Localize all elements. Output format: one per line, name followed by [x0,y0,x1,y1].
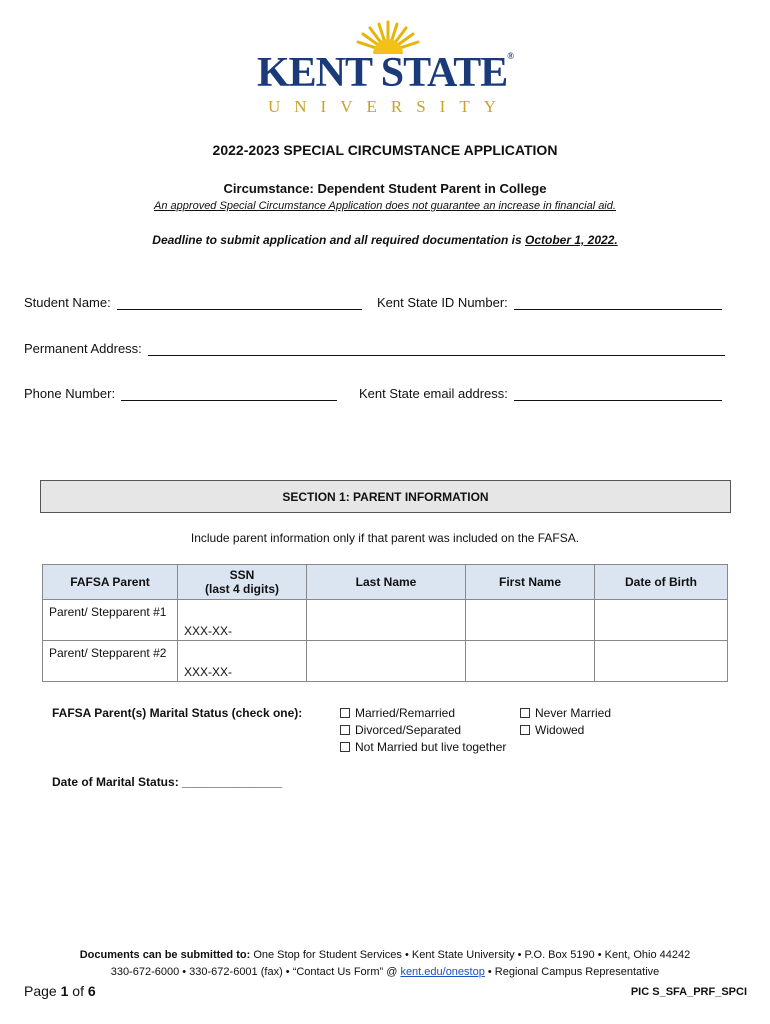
section-1-header: SECTION 1: PARENT INFORMATION [40,480,731,513]
option-widowed[interactable]: Widowed [520,722,611,739]
parent-1-dob[interactable] [595,600,728,641]
footer-contact: 330-672-6000 • 330-672-6001 (fax) • “Contact Us Form” @ [110,966,401,978]
table-header-row [43,565,728,600]
marital-date-field[interactable]: Date of Marital Status: _______________ [52,775,283,789]
option-divorced[interactable]: Divorced/Separated [340,722,506,739]
deadline-text: Deadline to submit application and all required documentation is [152,233,525,247]
document-id: PIC S_SFA_PRF_SPCI [630,986,747,998]
col-ssn: SSN (last 4 digits) [178,565,307,600]
parent-info-table [42,564,728,682]
table-row [43,600,728,641]
address-label: Permanent Address: [24,341,142,356]
option-never-married[interactable]: Never Married [520,705,611,722]
footer-line-1 [0,949,770,961]
kent-state-logo [215,18,555,118]
onestop-link[interactable]: kent.edu/onestop [400,966,485,978]
footer-address: One Stop for Student Services • Kent State University • P.O. Box 5190 • Kent, Ohio 44242 [250,949,691,961]
kent-id-line[interactable] [514,295,722,310]
col-last-name: Last Name [307,565,466,600]
parent-1-ssn[interactable]: XXX-XX- [178,600,307,641]
kent-id-field[interactable] [377,295,722,310]
parent-1-first-name[interactable] [466,600,595,641]
table-row [43,641,728,682]
col-first-name: First Name [466,565,595,600]
parent-2-last-name[interactable] [307,641,466,682]
footer-regional: • Regional Campus Representative [484,966,660,978]
page-title: 2022-2023 SPECIAL CIRCUMSTANCE APPLICATION [212,142,558,158]
email-label: Kent State email address: [359,386,508,401]
address-line[interactable] [148,341,725,356]
checkbox-icon[interactable] [340,742,350,752]
email-line[interactable] [514,386,722,401]
sunburst-icon [353,20,423,54]
student-name-line[interactable] [117,295,362,310]
disclaimer: An approved Special Circumstance Application does not guarantee an increase in financial aid. [154,200,616,212]
phone-line[interactable] [121,386,337,401]
kent-id-label: Kent State ID Number: [377,295,508,310]
col-fafsa-parent: FAFSA Parent [43,565,178,600]
parent-1-last-name[interactable] [307,600,466,641]
checkbox-icon[interactable] [340,725,350,735]
parent-2-label: Parent/ Stepparent #2 [43,641,178,682]
logo-university: UNIVERSITY [268,97,510,116]
col-date-of-birth: Date of Birth [595,565,728,600]
checkbox-icon[interactable] [520,725,530,735]
page-number: Page 1 of 6 [24,983,96,999]
phone-label: Phone Number: [24,386,116,401]
phone-field[interactable] [24,386,337,401]
deadline-date: October 1, 2022. [525,233,618,247]
circumstance-subtitle: Circumstance: Dependent Student Parent in College [223,181,547,196]
email-field[interactable] [359,386,722,401]
parent-2-dob[interactable] [595,641,728,682]
parent-1-label: Parent/ Stepparent #1 [43,600,178,641]
option-married[interactable]: Married/Remarried [340,705,506,722]
footer-line-2 [0,966,770,978]
checkbox-icon[interactable] [520,708,530,718]
logo-wordmark: KENT STATE® [257,50,513,96]
options-column-2 [520,705,611,739]
deadline-notice [0,233,770,247]
option-not-married-together[interactable]: Not Married but live together [340,739,506,756]
parent-2-ssn[interactable]: XXX-XX- [178,641,307,682]
checkbox-icon[interactable] [340,708,350,718]
footer-bold: Documents can be submitted to: [79,949,251,961]
student-name-label: Student Name: [24,295,111,310]
student-name-field[interactable] [24,295,362,310]
marital-status-label: FAFSA Parent(s) Marital Status (check one): [52,706,303,720]
parent-2-first-name[interactable] [466,641,595,682]
options-column-1 [340,705,506,756]
address-field[interactable] [24,341,725,356]
section-1-note: Include parent information only if that parent was included on the FAFSA. [190,531,580,545]
